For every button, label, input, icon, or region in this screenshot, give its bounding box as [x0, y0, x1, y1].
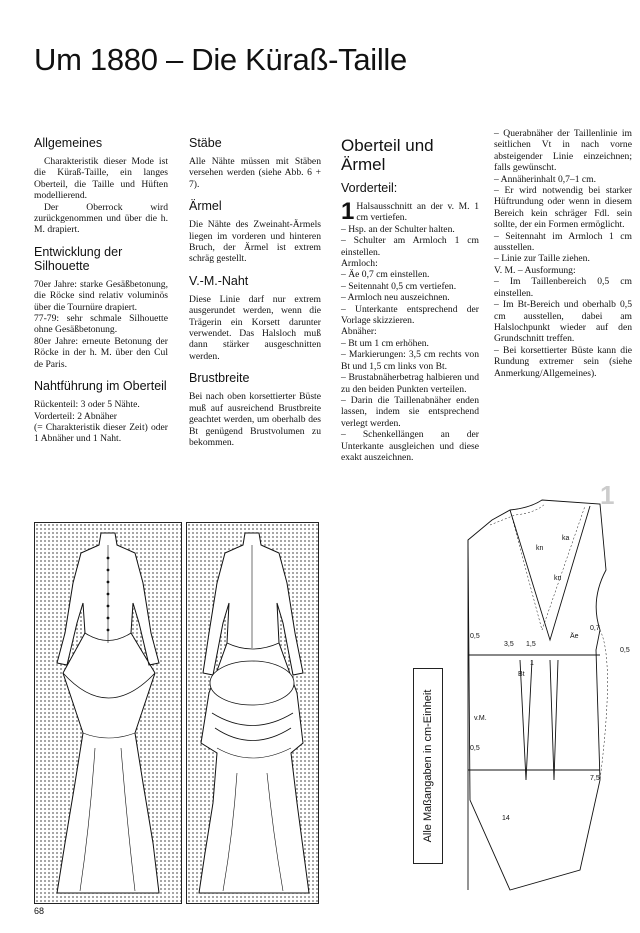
measure-label: kn	[536, 545, 544, 552]
heading-brustbreite: Brustbreite	[189, 371, 250, 386]
list-item: Abnäher:	[341, 326, 377, 338]
list-item: – Annäherinhalt 0,7–1 cm.	[494, 173, 597, 185]
list-item: – Schulter am Armloch 1 cm einstellen.	[341, 235, 479, 258]
list-item: Halsausschnitt an der v. M. 1 cm vertiefen.	[356, 201, 479, 224]
paragraph: Bei nach oben korsettierter Büste muß auf ausreichend Brustbreite geachtet werden, um oberhalb des Bt genügend Brustvolumen zu bekommen.	[189, 391, 321, 448]
paragraph: Der Oberrock wird zurückgenommen und über die h. M. drapiert.	[34, 201, 168, 236]
measurement-note-label	[413, 668, 443, 864]
list-item: – Bei korsettierter Büste kann die Rundung extremer sein (siehe Anmerkung/Allgemeines).	[494, 344, 632, 379]
measure-label: 14	[502, 815, 510, 822]
paragraph: Alle Nähte müssen mit Stäben versehen werden (siehe Abb. 6 + 7).	[189, 156, 321, 190]
measure-label: kn	[554, 575, 562, 582]
heading-allgemeines: Allgemeines	[34, 136, 103, 150]
measure-label: 0,5	[470, 633, 480, 640]
page-number: 68	[34, 906, 45, 916]
list-item: – Schenkellängen an der Unterkante ausgleichen und diese exakt auszeichnen.	[341, 429, 479, 463]
dropcap-number: 1	[341, 198, 355, 225]
measure-label: Äe	[570, 633, 579, 640]
paragraph: 77-79: sehr schmale Silhouette ohne Gesäßbetonung.	[34, 313, 168, 336]
heading-vorderteil: Vorderteil:	[341, 181, 398, 195]
list-item: – Linie zur Taille ziehen.	[494, 253, 590, 265]
list-item: – Äe 0,7 cm einstellen.	[341, 269, 430, 281]
heading-vm-naht: V.-M.-Naht	[189, 273, 249, 288]
dress-back-illustration	[186, 522, 319, 904]
list-item: – Markierungen: 3,5 cm rechts von Bt und 1,5 cm links von Bt.	[341, 349, 479, 372]
list-item: – Querabnäher der Taillenlinie im seitlichen Vt in nach vorne absteigender Linie einzeichnen; falls gewünscht.	[494, 128, 632, 174]
heading-entwicklung: Entwicklung der Silhouette	[34, 244, 123, 273]
list-item: Armloch:	[341, 258, 378, 270]
paragraph: Rückenteil: 3 oder 5 Nähte.	[34, 399, 140, 411]
column-oberteil	[341, 136, 479, 463]
list-item: – Bt um 1 cm erhöhen.	[341, 337, 429, 349]
paragraph: (= Charakteristik dieser Zeit) oder 1 Abnäher und 1 Naht.	[34, 421, 168, 445]
paragraph: Vorderteil: 2 Abnäher	[34, 410, 117, 422]
list-item: – Brustabnäherbetrag halbieren und zu den beiden Punkten verteilen.	[341, 372, 479, 395]
column-staebe	[189, 136, 321, 448]
heading-nahtfuehrung: Nahtführung im Oberteil	[34, 379, 167, 394]
paragraph: 70er Jahre: starke Gesäßbetonung, die Röcke sind relativ voluminös über die Tournüre drapiert.	[34, 278, 168, 313]
figure-number: 1	[600, 480, 615, 510]
measure-label: 7,5	[590, 775, 600, 782]
dress-front-illustration	[34, 522, 182, 904]
heading-staebe: Stäbe	[189, 136, 222, 150]
list-item: – Im Taillenbereich 0,5 cm einstellen.	[494, 276, 632, 299]
list-item: – Darin die Taillenabnäher enden lassen, indem sie entsprechend verlegt werden.	[341, 394, 479, 429]
heading-oberteil-aermel: Oberteil und Ärmel	[341, 136, 434, 174]
paragraph: 80er Jahre: erneute Betonung der Röcke in der h. M. über den Cul de Paris.	[34, 335, 168, 370]
paragraph: Diese Linie darf nur extrem ausgerundet werden, wenn die Trägerin ein Korsett darunter verwendet. Das Halsloch muß dann stärker ausgeschnitten werden.	[189, 293, 321, 362]
measure-label: ka	[562, 535, 570, 542]
list-item: – Er wird notwendig bei starker Hüftrundung oder wenn in diesem Bereich kein schräger Fdl. sein sollte, der ein Formen ermöglicht.	[494, 185, 632, 231]
column-allgemeines	[34, 136, 168, 445]
pattern-draft-diagram	[450, 480, 635, 900]
measure-label: v.M.	[474, 715, 487, 722]
measure-label: 1,5	[526, 641, 536, 648]
column-continued	[494, 128, 632, 379]
measure-label: 0,5	[470, 745, 480, 752]
list-item: – Seitennaht 0,5 cm vertiefen.	[341, 280, 457, 292]
list-item: – Im Bt-Bereich und oberhalb 0,5 cm ausstellen, dabei am Halslochpunkt wieder auf den Grundschnitt treffen.	[494, 299, 632, 345]
page-title: Um 1880 – Die Küraß-Taille	[34, 42, 407, 77]
list-item: V. M. – Ausformung:	[494, 264, 576, 276]
measure-label: Bt	[518, 671, 525, 678]
measure-label: 1	[530, 660, 534, 667]
measure-label: 3,5	[504, 641, 514, 648]
heading-aermel: Ärmel	[189, 199, 222, 214]
list-item: – Seitennaht im Armloch 1 cm ausstellen.	[494, 230, 632, 254]
list-item: – Armloch neu auszeichnen.	[341, 292, 450, 304]
list-item: – Hsp. an der Schulter halten.	[341, 223, 455, 235]
measurement-note-text: Alle Maßangaben in cm-Einheit	[422, 689, 434, 843]
measure-label: 0,7	[590, 625, 600, 632]
paragraph: Charakteristik dieser Mode ist die Küraß-Taille, ein langes Oberteil, die Taille und Hüften modellierend.	[34, 156, 168, 202]
list-item: – Unterkante entsprechend der Vorlage skizzieren.	[341, 303, 479, 327]
measure-label: 0,5	[620, 647, 630, 654]
paragraph: Die Nähte des Zweinaht-Ärmels liegen im vorderen und hinteren Bruch, der Ärmel ist extrem schräg gestellt.	[189, 219, 321, 265]
